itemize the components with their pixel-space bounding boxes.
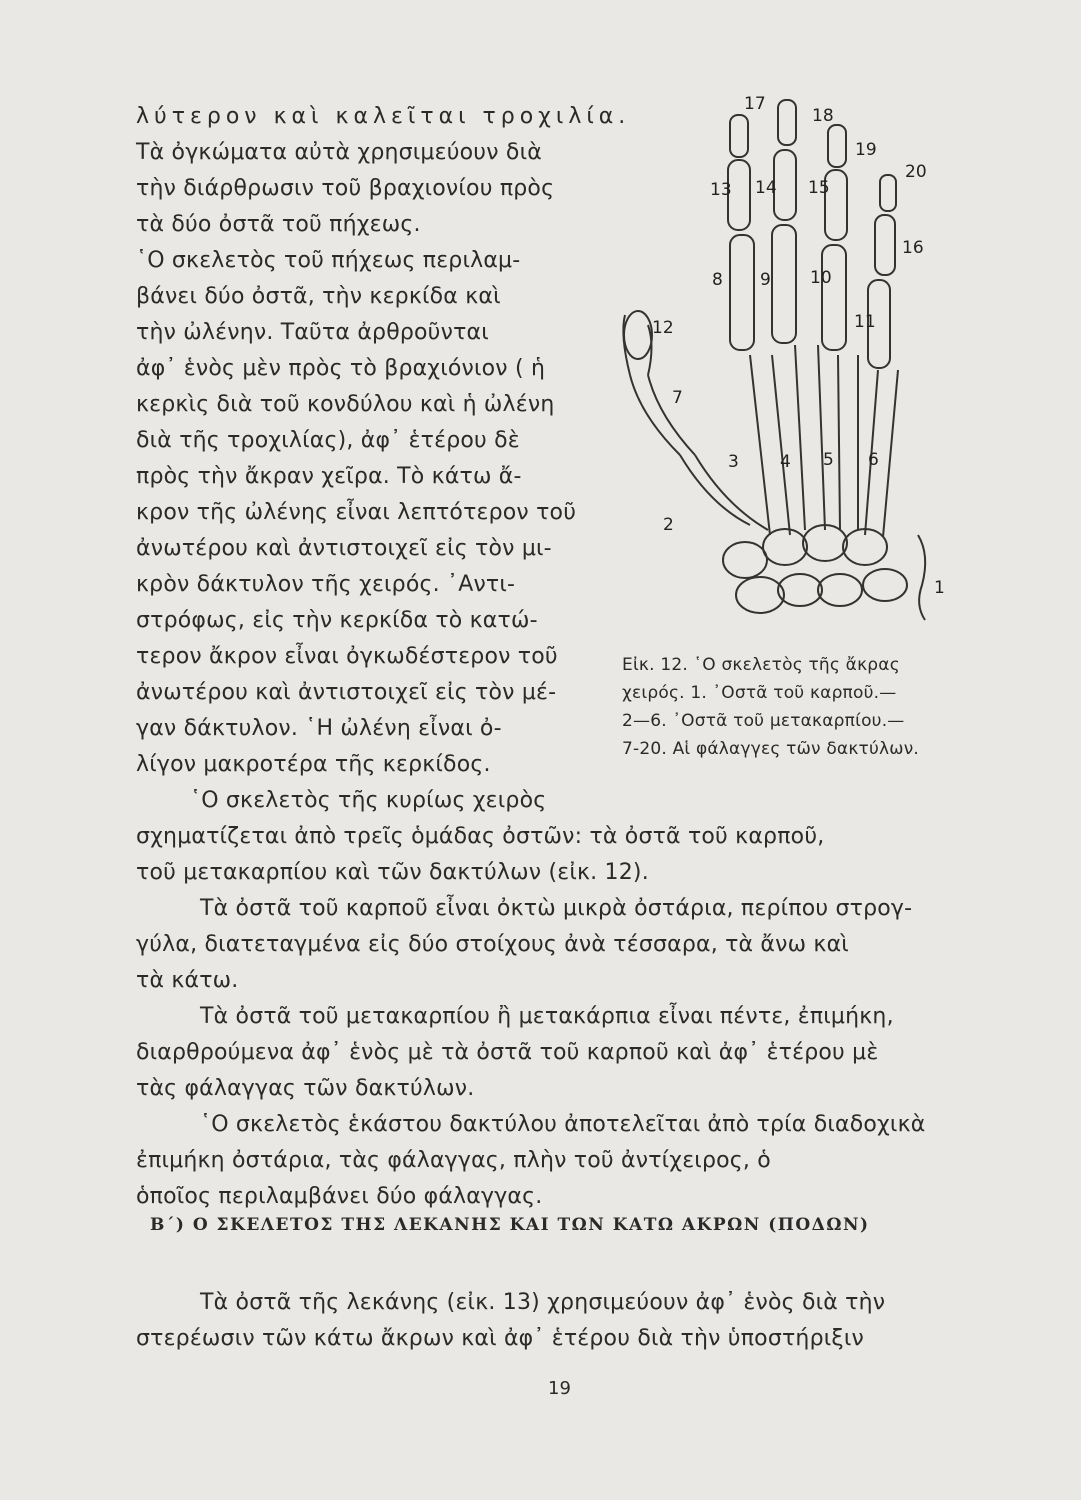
text-line: ὁποῖος περιλαμβάνει δύο φάλαγγας. <box>136 1184 543 1209</box>
figure-label: 10 <box>810 268 832 288</box>
text-line: σχηματίζεται ἀπὸ τρεῖς ὁμάδας ὀστῶν: τὰ ὀστᾶ τοῦ καρποῦ, <box>136 824 825 849</box>
text-line: ἀνωτέρου καὶ ἀντιστοιχεῖ εἰς τὸν μι- <box>136 536 552 561</box>
text-line: γαν δάκτυλον. ῾Η ὠλένη εἶναι ὀ- <box>136 716 502 741</box>
text-line: τοῦ μετακαρπίου καὶ τῶν δακτύλων (εἰκ. 12). <box>136 860 649 885</box>
figure-label: 17 <box>744 94 766 114</box>
figure-label: 15 <box>808 178 830 198</box>
text-line: λύτερον καὶ καλεῖται τροχιλία. <box>136 104 631 129</box>
page-number: 19 <box>548 1378 571 1399</box>
text-line: Τὰ ὀστᾶ τοῦ καρποῦ εἶναι ὀκτὼ μικρὰ ὀστάρια, περίπου στρογ- <box>200 896 913 921</box>
caption-line: Εἰκ. 12. ῾Ο σκελετὸς τῆς ἄκρας <box>622 655 900 675</box>
figure-label: 3 <box>728 452 739 472</box>
figure-label: 1 <box>934 578 945 598</box>
text-line: τὰ κάτω. <box>136 968 239 993</box>
figure-label: 19 <box>855 140 877 160</box>
figure-label: 7 <box>672 388 683 408</box>
text-line: τὴν διάρθρωσιν τοῦ βραχιονίου πρὸς <box>136 176 555 201</box>
caption-line: χειρός. 1. ᾽Οστᾶ τοῦ καρποῦ.— <box>622 683 897 703</box>
caption-line: 7-20. Αἱ φάλαγγες τῶν δακτύλων. <box>622 739 920 759</box>
text-line: διαρθρούμενα ἀφ᾽ ἑνὸς μὲ τὰ ὀστᾶ τοῦ καρποῦ καὶ ἀφ᾽ ἑτέρου μὲ <box>136 1040 879 1065</box>
text-line: ἀνωτέρου καὶ ἀντιστοιχεῖ εἰς τὸν μέ- <box>136 680 557 705</box>
text-line: τὰς φάλαγγας τῶν δακτύλων. <box>136 1076 475 1101</box>
text-line: λίγον μακροτέρα τῆς κερκίδος. <box>136 752 491 777</box>
figure-label: 8 <box>712 270 723 290</box>
text-line: τὰ δύο ὀστᾶ τοῦ πήχεως. <box>136 212 421 237</box>
figure-label: 16 <box>902 238 924 258</box>
figure-label: 6 <box>868 450 879 470</box>
text-line: Τὰ ὀστᾶ τοῦ μετακαρπίου ἢ μετακάρπια εἶναι πέντε, ἐπιμήκη, <box>200 1004 894 1029</box>
figure-label: 2 <box>663 515 674 535</box>
text-line: Τὰ ὀστᾶ τῆς λεκάνης (εἰκ. 13) χρησιμεύουν ἀφ᾽ ἑνὸς διὰ τὴν <box>200 1290 886 1315</box>
caption-line: 2—6. ᾽Οστᾶ τοῦ μετακαρπίου.— <box>622 711 905 731</box>
text-line: πρὸς τὴν ἄκραν χεῖρα. Τὸ κάτω ἄ- <box>136 464 522 489</box>
figure-label: 20 <box>905 162 927 182</box>
text-line: γύλα, διατεταγμένα εἰς δύο στοίχους ἀνὰ τέσσαρα, τὰ ἄνω καὶ <box>136 932 849 957</box>
text-line: Τὰ ὀγκώματα αὐτὰ χρησιμεύουν διὰ <box>136 140 542 165</box>
text-line: κρον τῆς ὠλένης εἶναι λεπτότερον τοῦ <box>136 500 577 525</box>
figure-label: 14 <box>755 178 777 198</box>
section-heading: Β΄) Ο ΣΚΕΛΕΤΟΣ ΤΗΣ ΛΕΚΑΝΗΣ ΚΑΙ ΤΩΝ ΚΑΤΩ ΑΚΡΩΝ (ΠΟΔΩΝ) <box>150 1215 870 1235</box>
text-line: τερον ἄκρον εἶναι ὀγκωδέστερον τοῦ <box>136 644 558 669</box>
hand-skeleton-figure <box>600 85 980 645</box>
figure-number-labels <box>652 94 945 598</box>
text-line: κερκὶς διὰ τοῦ κονδύλου καὶ ἡ ὠλένη <box>136 392 555 417</box>
figure-label: 11 <box>854 312 876 332</box>
text-line: διὰ τῆς τροχιλίας), ἀφ᾽ ἑτέρου δὲ <box>136 428 520 453</box>
text-line: ἀφ᾽ ἑνὸς μὲν πρὸς τὸ βραχιόνιον ( ἡ <box>136 356 546 381</box>
figure-label: 18 <box>812 106 834 126</box>
text-line: ῾Ο σκελετὸς ἑκάστου δακτύλου ἀποτελεῖται ἀπὸ τρία διαδοχικὰ <box>200 1112 926 1137</box>
text-line: ῾Ο σκελετὸς τοῦ πήχεως περιλαμ- <box>136 248 521 273</box>
text-line: τὴν ὠλένην. Ταῦτα ἀρθροῦνται <box>136 320 489 345</box>
text-line: ἐπιμήκη ὀστάρια, τὰς φάλαγγας, πλὴν τοῦ ἀντίχειρος, ὁ <box>136 1148 771 1173</box>
text-line: βάνει δύο ὀστᾶ, τὴν κερκίδα καὶ <box>136 284 501 309</box>
figure-label: 4 <box>780 452 791 472</box>
figure-label: 9 <box>760 270 771 290</box>
text-line: στερέωσιν τῶν κάτω ἄκρων καὶ ἀφ᾽ ἑτέρου διὰ τὴν ὑποστήριξιν <box>136 1326 864 1351</box>
figure-label: 12 <box>652 318 674 338</box>
figure-label: 5 <box>823 450 834 470</box>
text-line: ῾Ο σκελετὸς τῆς κυρίως χειρὸς <box>190 788 547 813</box>
text-line: στρόφως, εἰς τὴν κερκίδα τὸ κατώ- <box>136 608 538 633</box>
figure-label: 13 <box>710 180 732 200</box>
text-line: κρὸν δάκτυλον τῆς χειρός. ᾽Αντι- <box>136 572 516 597</box>
